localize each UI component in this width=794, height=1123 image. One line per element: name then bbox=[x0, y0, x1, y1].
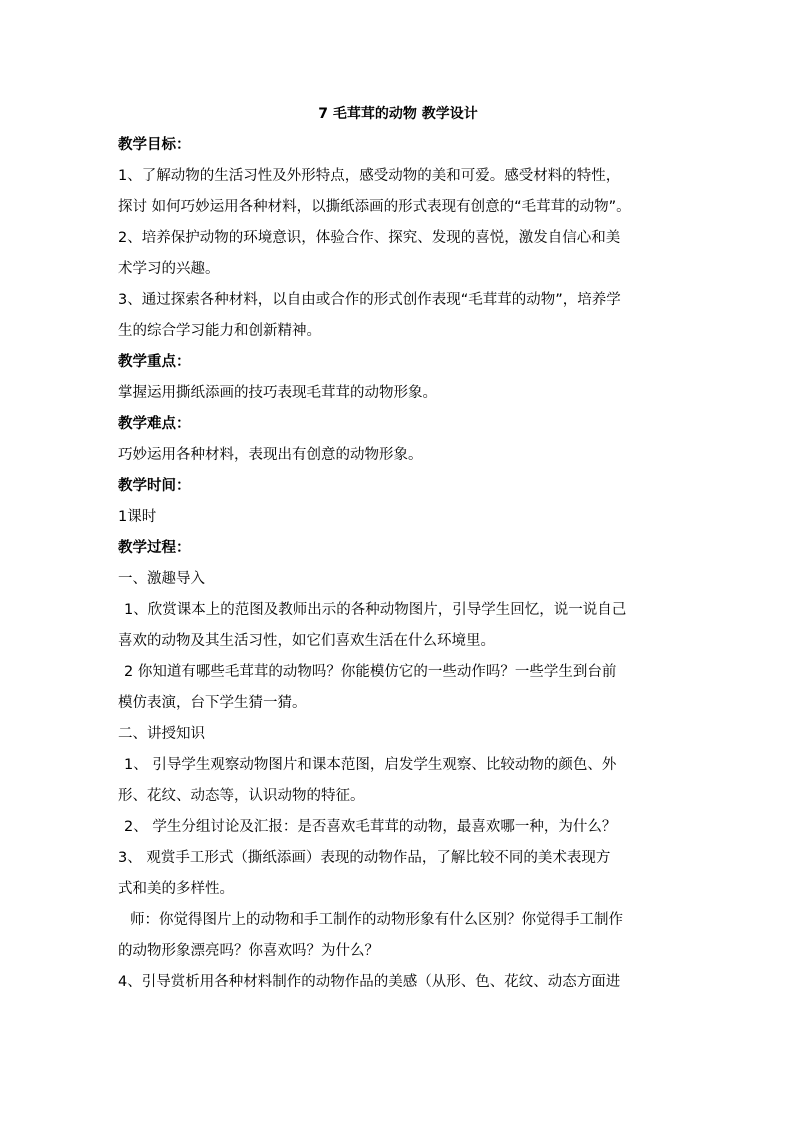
text-line: 一、激趣导入 bbox=[118, 571, 205, 587]
section-heading: 教学时间： bbox=[118, 478, 191, 494]
text-line: 1、了解动物的生活习性及外形特点，感受动物的美和可爱。感受材料的特性， bbox=[118, 168, 621, 184]
section-heading: 教学难点： bbox=[118, 416, 191, 432]
text-line: 4、引导赏析用各种材料制作的动物作品的美感（从形、色、花纹、动态方面进 bbox=[118, 974, 621, 990]
text-line: 1、欣赏课本上的范图及教师出示的各种动物图片，引导学生回忆，说一说自己 bbox=[124, 602, 627, 618]
document-title: 7 毛茸茸的动物 教学设计 bbox=[318, 106, 478, 122]
text-line: 掌握运用撕纸添画的技巧表现毛茸茸的动物形象。 bbox=[118, 385, 437, 401]
section-heading: 教学过程： bbox=[118, 540, 191, 556]
text-line: 二、讲授知识 bbox=[118, 726, 205, 742]
text-line: 1课时 bbox=[118, 509, 157, 525]
section-heading: 教学目标： bbox=[118, 137, 191, 153]
text-line: 式和美的多样性。 bbox=[118, 881, 234, 897]
text-line: 模仿表演，台下学生猜一猜。 bbox=[118, 695, 307, 711]
text-line: 1、 引导学生观察动物图片和课本范图，启发学生观察、比较动物的颜色、外 bbox=[124, 757, 617, 773]
text-line: 探讨 如何巧妙运用各种材料，以撕纸添画的形式表现有创意的“毛茸茸的动物”。 bbox=[118, 199, 631, 215]
document-lines bbox=[118, 130, 678, 998]
document-body bbox=[118, 100, 678, 998]
text-line: 的动物形象漂亮吗？你喜欢吗？为什么？ bbox=[118, 943, 379, 959]
text-line: 喜欢的动物及其生活习性，如它们喜欢生活在什么环境里。 bbox=[118, 633, 495, 649]
text-line: 形、花纹、动态等，认识动物的特征。 bbox=[118, 788, 365, 804]
text-line: 2 你知道有哪些毛茸茸的动物吗？你能模仿它的一些动作吗？一些学生到台前 bbox=[124, 664, 617, 680]
section-heading: 教学重点： bbox=[118, 354, 191, 370]
text-line: 术学习的兴趣。 bbox=[118, 261, 220, 277]
text-line: 2、 学生分组讨论及汇报：是否喜欢毛茸茸的动物，最喜欢哪一种，为什么？ bbox=[124, 819, 617, 835]
text-line: 3、通过探索各种材料，以自由或合作的形式创作表现“毛茸茸的动物”，培养学 bbox=[118, 292, 621, 308]
text-line: 师：你觉得图片上的动物和手工制作的动物形象有什么区别？你觉得手工制作 bbox=[130, 912, 623, 928]
text-line: 巧妙运用各种材料，表现出有创意的动物形象。 bbox=[118, 447, 423, 463]
text-line: 生的综合学习能力和创新精神。 bbox=[118, 323, 321, 339]
text-line: 2、培养保护动物的环境意识，体验合作、探究、发现的喜悦，激发自信心和美 bbox=[118, 230, 621, 246]
text-line: 3、 观赏手工形式（撕纸添画）表现的动物作品，了解比较不同的美术表现方 bbox=[118, 850, 611, 866]
